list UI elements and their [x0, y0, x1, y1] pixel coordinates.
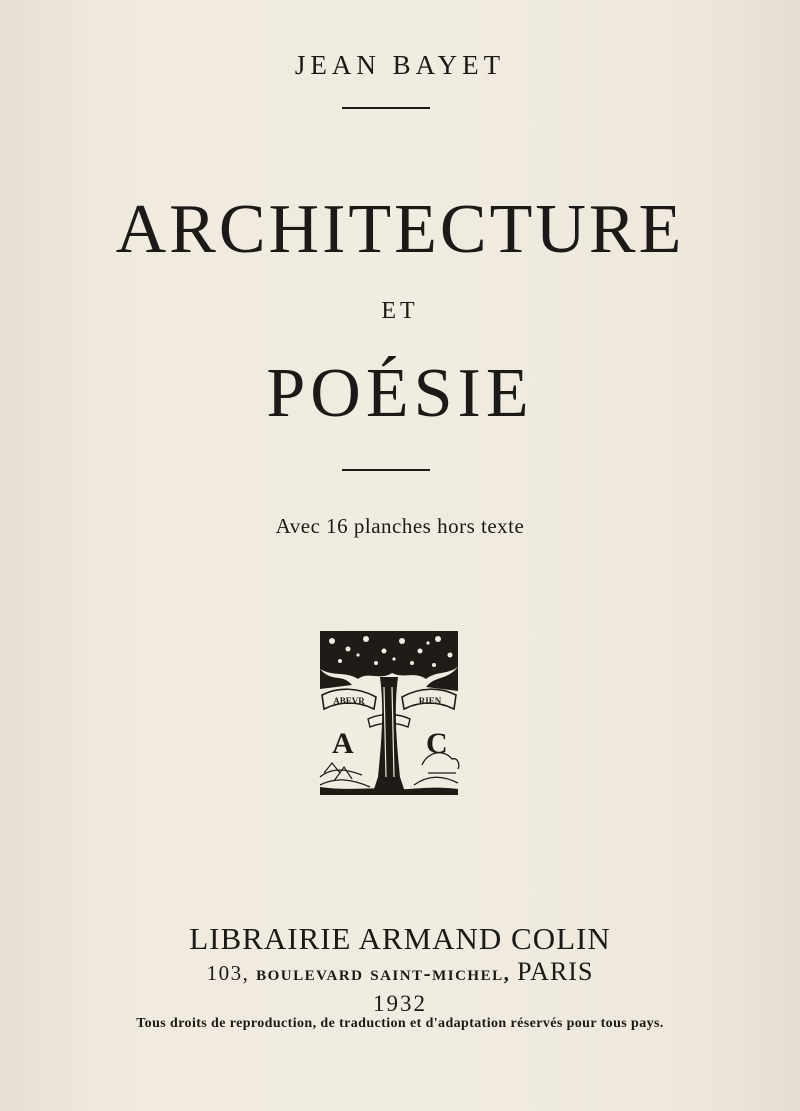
city-name: PARIS — [517, 957, 594, 986]
tree-emblem-icon — [318, 627, 460, 799]
publisher-name: LIBRAIRIE ARMAND COLIN — [189, 921, 611, 956]
ribbon-right-text: RIEN — [418, 696, 442, 706]
emblem-letter-a: A — [332, 727, 354, 760]
street-name: boulevard saint-michel, — [256, 961, 511, 985]
publication-year: 1932 — [373, 991, 427, 1016]
book-title-line1: ARCHITECTURE — [115, 191, 685, 268]
emblem-letter-c: C — [426, 727, 448, 760]
publisher-address — [0, 957, 800, 987]
top-divider — [342, 107, 430, 109]
author-name: JEAN BAYET — [294, 50, 506, 80]
middle-divider — [342, 469, 430, 471]
book-title-conjunction: ET — [381, 298, 419, 324]
street-number: 103, — [206, 961, 250, 985]
subtitle: Avec 16 planches hors texte — [275, 514, 525, 538]
ribbon-left-text: ABEVR — [333, 696, 365, 706]
book-title-line2: POÉSIE — [266, 355, 534, 432]
rights-notice: Tous droits de reproduction, de traduction et d'adaptation réservés pour tous pays. — [136, 1016, 664, 1031]
